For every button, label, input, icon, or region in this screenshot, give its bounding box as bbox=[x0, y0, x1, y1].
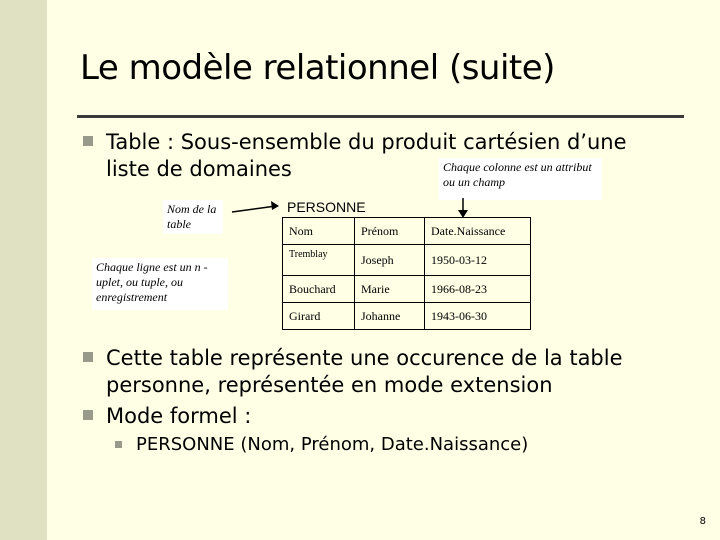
note-table-name: Nom de la table bbox=[163, 200, 223, 234]
table-cell: 1943-06-30 bbox=[425, 303, 531, 330]
table-name-label: PERSONNE bbox=[287, 199, 366, 215]
bullet-2-line-1: Cette table représente une occurence de la table bbox=[106, 346, 623, 370]
table-row bbox=[283, 276, 531, 303]
bullet-icon bbox=[83, 410, 93, 420]
header-cell: Nom bbox=[283, 218, 355, 245]
relation-table bbox=[282, 217, 531, 330]
table-cell: Marie bbox=[355, 276, 425, 303]
table-cell: 1950-03-12 bbox=[425, 245, 531, 276]
table-header-row bbox=[283, 218, 531, 245]
bullet-1-line-2: liste de domaines bbox=[106, 157, 292, 181]
header-cell: Prénom bbox=[355, 218, 425, 245]
note-columns: Chaque colonne est un attribut ou un champ bbox=[439, 158, 602, 200]
table-cell: Tremblay bbox=[283, 245, 355, 276]
table-cell: Johanne bbox=[355, 303, 425, 330]
sub-bullet-icon bbox=[115, 441, 122, 448]
table-cell: 1966-08-23 bbox=[425, 276, 531, 303]
bullet-1-line-1: Table : Sous-ensemble du produit cartésien d’une bbox=[106, 130, 627, 154]
table-row bbox=[283, 303, 531, 330]
header-cell: Date.Naissance bbox=[425, 218, 531, 245]
slide-title: Le modèle relationnel (suite) bbox=[80, 48, 555, 88]
table-row bbox=[283, 245, 531, 276]
bullet-3: Mode formel : bbox=[106, 404, 252, 428]
arrow-head-table-name bbox=[271, 201, 279, 210]
arrow-table-name bbox=[232, 206, 276, 212]
page-number: 8 bbox=[699, 516, 706, 527]
bullet-2-line-2: personne, représentée en mode extension bbox=[106, 373, 553, 397]
table-cell: Bouchard bbox=[283, 276, 355, 303]
note-rows: Chaque ligne est un n -uplet, ou tuple, ou enregistrement bbox=[92, 258, 228, 310]
bullet-icon bbox=[83, 352, 93, 362]
table-cell: Girard bbox=[283, 303, 355, 330]
table-cell: Joseph bbox=[355, 245, 425, 276]
sub-bullet: PERSONNE (Nom, Prénom, Date.Naissance) bbox=[136, 434, 529, 455]
